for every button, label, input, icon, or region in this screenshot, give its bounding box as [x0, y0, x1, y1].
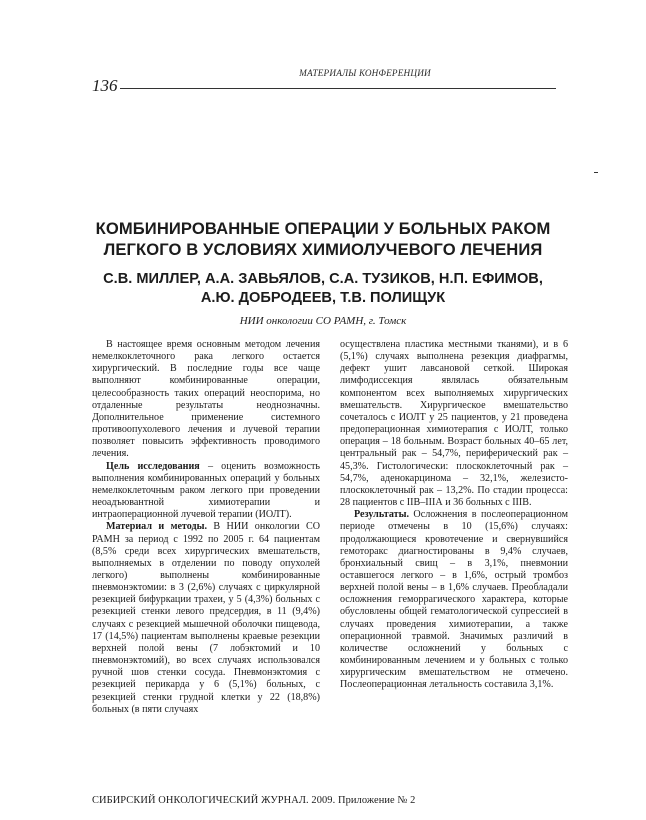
- methods-label: Материал и методы.: [106, 521, 208, 533]
- intro-paragraph: В настоящее время основным методом лечения немелкоклеточного рака легкого остается хирургический. В последние годы все чаще выполняют комбинированные операции, целесообразность таких операций неоспорима, но отдаленные результаты неоднозначны. Дополнительное применение системного противоопухолевого лечения и лучевой терапии позволяет повысить эффективность проводимого лечения.: [92, 339, 320, 460]
- author-list-line-1: С.В. МИЛЛЕР, А.А. ЗАВЬЯЛОВ, С.А. ТУЗИКОВ, Н.П. ЕФИМОВ,: [103, 271, 543, 287]
- methods-paragraph: [92, 521, 320, 716]
- author-list-line-2: А.Ю. ДОБРОДЕЕВ, Т.В. ПОЛИЩУК: [200, 290, 446, 306]
- aim-paragraph: [92, 461, 320, 522]
- journal-footer: СИБИРСКИЙ ОНКОЛОГИЧЕСКИЙ ЖУРНАЛ. 2009. Приложение № 2: [92, 795, 416, 806]
- left-column: [92, 339, 320, 716]
- affiliation: НИИ онкологии СО РАМН, г. Томск: [239, 315, 407, 327]
- methods-text: В НИИ онкологии СО РАМН за период с 1992 по 2005 г. 64 пациентам (8,5% среди всех хирургических вмешательств, выполняемых в отделении по поводу опухолей легкого) выполнены комбинированные пневмонэктомии: в 3 (2,6%) случаях с циркулярной резекцией бифуркации трахеи, у 5 (4,3%) больных с резекцией стенки левого предсердия, в 11 (9,4%) случаях с резекцией мышечной оболочки пищевода, 17 (14,5%) пациентам выполнены краевые резекции верхней полой вены (7 лобэктомий и 10 пневмонэктомий), во всех случаях использовался ручной шов стенки сосуда. Пневмонэктомия с резекцией перикарда у 6 (5,1%) больных, с резекцией стенки грудной клетки у 22 (18,8%) больных (в пяти случаях: [92, 521, 320, 715]
- running-header-title: МАТЕРИАЛЫ КОНФЕРЕНЦИИ: [299, 68, 431, 78]
- right-column: [340, 339, 568, 692]
- results-label: Результаты.: [354, 509, 409, 521]
- methods-continuation: осуществлена пластика местными тканями), и в 6 (5,1%) случаях выполнена резекция диафрагмы, дефект ушит лавсановой сеткой. Широкая лимфодиссекция являлась обязательным компонентом всех выполняемых хирургических вмешательств. Хирургическое вмешательство сочеталось с ИОЛТ у 25 пациентов, у 21 проведена предоперационная химиотерапия с ИОЛТ, только операция – 18 больным. Возраст больных 40–65 лет, центральный рак – 54,7%, периферический рак – 45,3%. Гистологически: плоскоклеточный рак – 54,7%, аденокарцинома – 32,1%, железисто-плоскоклеточный рак – 13,2%. По стадии процесса: 28 пациентов с IIВ–IIIА и 36 больных с IIIВ.: [340, 339, 568, 509]
- author-list: [60, 270, 586, 308]
- margin-mark: [594, 172, 598, 173]
- aim-text: – оценить возможность выполнения комбинированных операций у больных немелкоклеточным раком легкого при проведении неоадъювантной химиотерапии и интраоперационной лучевой терапии (ИОЛТ).: [92, 460, 320, 521]
- article-title-line-2: ЛЕГКОГО В УСЛОВИЯХ ХИМИОЛУЧЕВОГО ЛЕЧЕНИЯ: [103, 240, 543, 259]
- page-number: 136: [92, 76, 118, 95]
- aim-label: Цель исследования: [106, 460, 200, 472]
- header-rule: [120, 88, 556, 89]
- article-title-line-1: КОМБИНИРОВАННЫЕ ОПЕРАЦИИ У БОЛЬНЫХ РАКОМ: [95, 219, 551, 238]
- results-paragraph: [340, 509, 568, 691]
- article-title: [60, 218, 586, 260]
- results-text: Осложнения в послеоперационном периоде отмечены в 10 (15,6%) случаях: продолжающиеся кровотечение и свернувшийся гемоторакс диагностированы в 9,4% случаев, бронхиальный свищ – в 3,1%, пневмонии оставшегося легкого – в 1,6%, острый тромбоз верхней полой вены – в 1,6% случаев. Преобладали осложнения геморрагического характера, которые обусловлены общей гематологической супрессией в случаях проведения химиотерапии, а также операционной травмой. Значимых различий в количестве осложнений у больных с комбинированным лечением и у больных с только хирургическим вмешательством не отмечено. Послеоперационная летальность составила 3,1%.: [340, 509, 568, 691]
